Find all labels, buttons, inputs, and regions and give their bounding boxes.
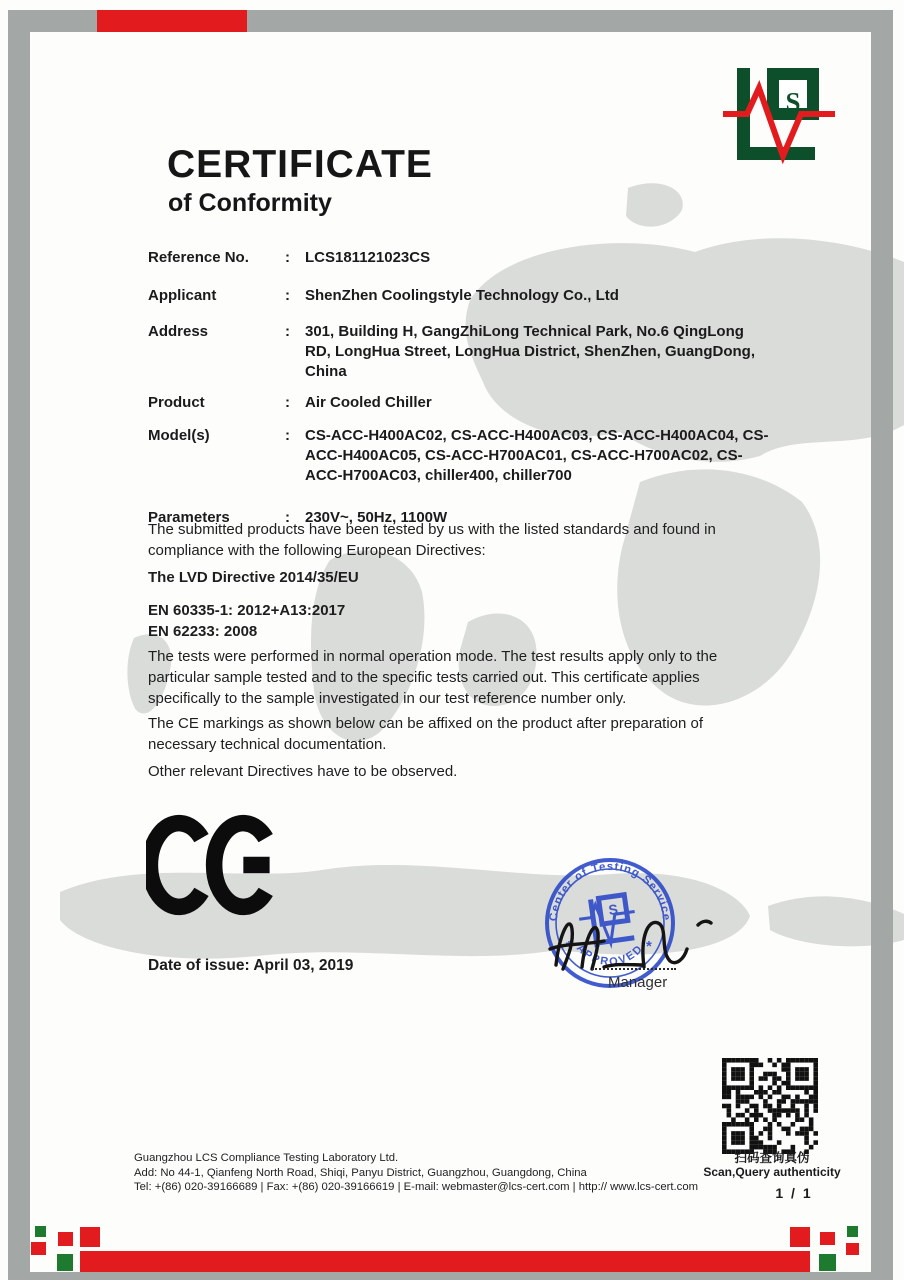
stamp-logo-letter: S <box>607 900 619 919</box>
field-label: Parameters <box>148 509 230 526</box>
field-colon: : <box>285 249 290 266</box>
paragraph-other-directives: Other relevant Directives have to be observed. <box>148 763 458 780</box>
standard-line: EN 60335-1: 2012+A13:2017 <box>148 602 346 619</box>
certificate-body <box>148 519 736 782</box>
paragraph-intro: The submitted products have been tested by us with the listed standards and found in compliance with the following European Directives: <box>148 521 716 559</box>
standard-line: EN 62233: 2008 <box>148 623 258 640</box>
field-label: Applicant <box>148 287 217 304</box>
footer-address: Add: No 44-1, Qianfeng North Road, Shiqi, Panyu District, Guangzhou, Guangdong, China <box>134 1166 587 1179</box>
corner-square-green-icon <box>819 1254 836 1271</box>
field-reference-no <box>148 248 773 268</box>
corner-square-red-icon <box>820 1232 835 1245</box>
field-colon: : <box>285 323 290 340</box>
directive-line: The LVD Directive 2014/35/EU <box>148 569 359 586</box>
field-colon: : <box>285 394 290 411</box>
certificate-fields <box>148 248 773 528</box>
field-value: 230V~, 50Hz, 1100W <box>305 509 448 526</box>
stamp-ring-text: Center of Testing Service <box>547 860 673 922</box>
field-label: Reference No. <box>148 249 249 266</box>
field-product <box>148 393 773 413</box>
corner-square-red-icon <box>58 1232 73 1246</box>
corner-square-red-icon <box>31 1242 46 1255</box>
field-models <box>148 426 773 486</box>
border-left <box>8 10 30 1280</box>
page-number: 1 / 1 <box>775 1185 813 1201</box>
field-colon: : <box>285 427 290 444</box>
border-bottom-red <box>80 1251 810 1272</box>
border-right <box>871 10 893 1280</box>
field-colon: : <box>285 287 290 304</box>
corner-square-green-icon <box>847 1226 858 1237</box>
lcs-logo-icon <box>720 64 838 164</box>
ce-mark-icon <box>146 812 292 918</box>
field-applicant <box>148 286 773 306</box>
corner-square-green-icon <box>35 1226 46 1237</box>
field-label: Address <box>148 323 209 340</box>
stamp-star-left: * <box>566 938 572 955</box>
field-address <box>148 322 773 382</box>
qr-caption-english: Scan,Query authenticity <box>703 1165 841 1179</box>
stamp-approved-text: APPROVED <box>574 942 646 969</box>
paragraph-ce-markings: The CE markings as shown below can be affixed on the product after preparation of necessary technical documentation. <box>148 715 704 753</box>
field-value: 301, Building H, GangZhiLong Technical Park, No.6 QingLong RD, LongHua Street, LongHua District, ShenZhen, GuangDong, China <box>305 323 755 380</box>
border-top-red-segment <box>97 10 247 32</box>
field-label: Model(s) <box>148 427 210 444</box>
stamp-star-right: * <box>646 938 652 955</box>
corner-square-red-icon <box>790 1227 810 1247</box>
field-value: LCS181121023CS <box>305 249 431 266</box>
footer-lab-info <box>134 1151 698 1195</box>
corner-square-red-icon <box>80 1227 100 1247</box>
field-value: ShenZhen Coolingstyle Technology Co., Ltd <box>305 287 619 304</box>
signer-title: Manager <box>608 974 668 991</box>
page-title: CERTIFICATE <box>167 143 433 186</box>
qr-code-icon <box>722 1058 818 1154</box>
signature-line <box>592 968 676 970</box>
field-label: Product <box>148 394 205 411</box>
corner-square-green-icon <box>57 1254 73 1271</box>
date-of-issue: Date of issue: April 03, 2019 <box>148 957 354 974</box>
qr-captions <box>697 1151 847 1179</box>
border-bottom-gray <box>8 1272 893 1280</box>
page-subtitle: of Conformity <box>168 189 332 217</box>
field-value: Air Cooled Chiller <box>305 394 432 411</box>
field-value: CS-ACC-H400AC02, CS-ACC-H400AC03, CS-ACC-H400AC04, CS-ACC-H400AC05, CS-ACC-H700AC01, CS-ACC-H700AC02, CS-ACC-H700AC03, chiller400, chiller700 <box>305 427 769 484</box>
paragraph-tests: The tests were performed in normal operation mode. The test results apply only to the particular sample tested and to the specific tests carried out. This certificate applies specifically to the sample investigated in our test reference number only. <box>148 648 718 707</box>
logo-letter: S <box>785 87 801 118</box>
qr-caption-chinese: 扫码查询真伪 <box>734 1151 810 1165</box>
corner-square-red-icon <box>846 1243 859 1255</box>
footer-contacts: Tel: +(86) 020-39166689 | Fax: +(86) 020-39166619 | E-mail: webmaster@lcs-cert.com | http:// www.lcs-cert.com <box>134 1181 699 1193</box>
field-colon: : <box>285 509 290 526</box>
footer-company: Guangzhou LCS Compliance Testing Laboratory Ltd. <box>134 1152 399 1164</box>
